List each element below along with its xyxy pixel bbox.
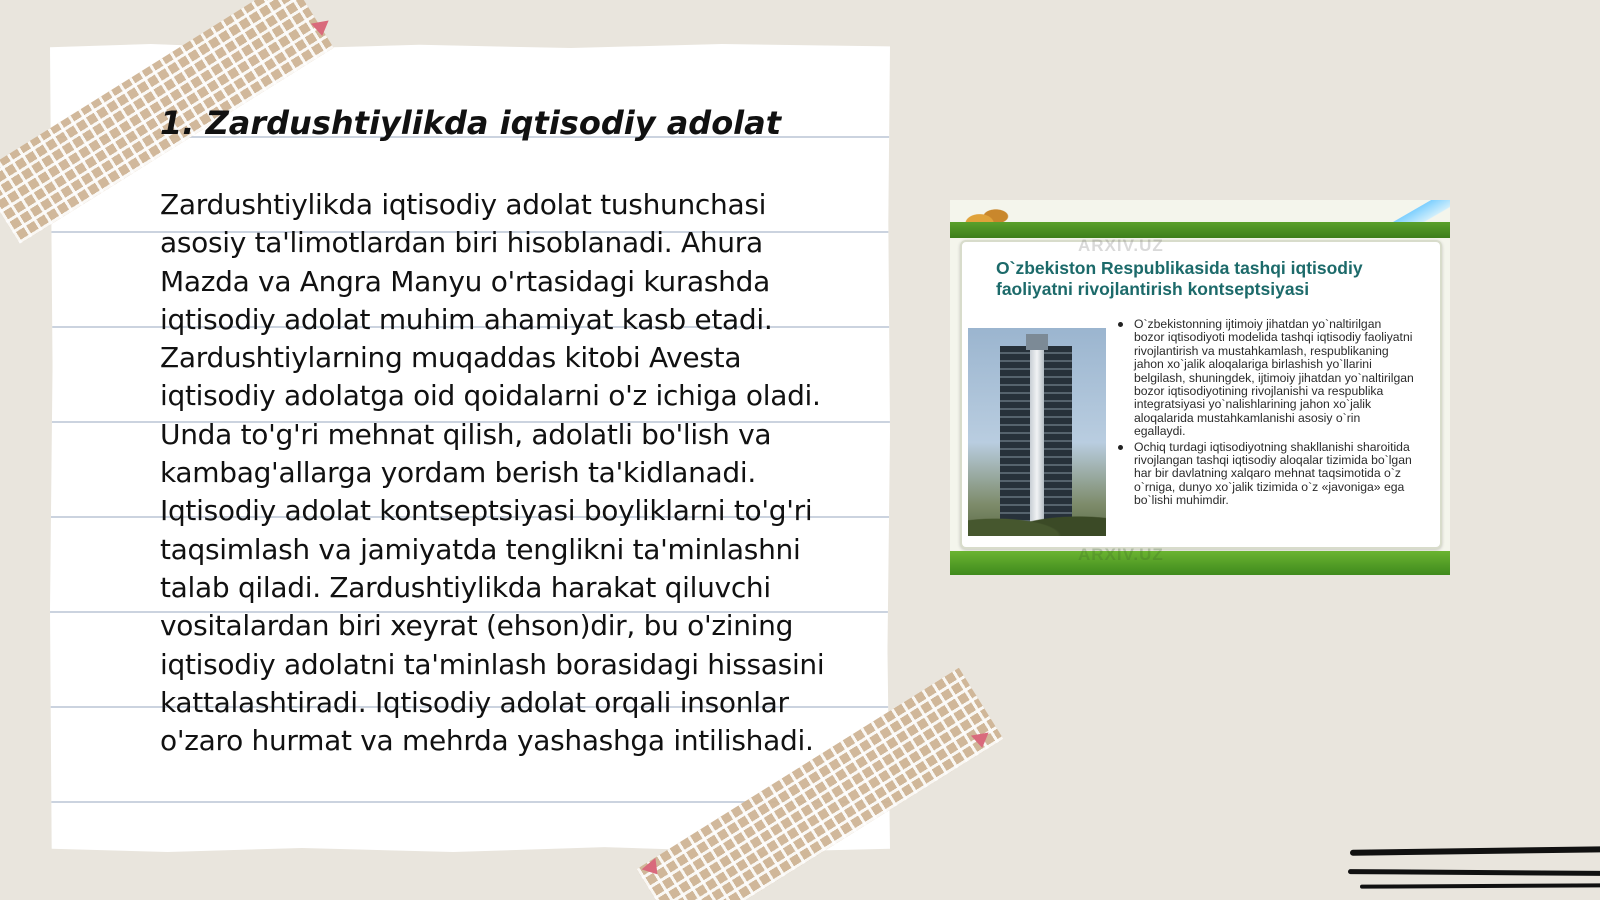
bullet-text: O`zbekistonning ijtimoiy jihatdan yo`naltirilgan bozor iqtisodiyoti modelida tashqi iqtisodiy faoliyatni rivojlantirish va mustahkamlash, respublikaning jahon xo`jalik aloqalariga birlashish yo`llarini belgilash, shuningdek, ijtimoiy jihatdan yo`naltirilgan bozor iqtisodiyotining rivojlanishi va respublika integratsiyasi yo`nalishlarining jahon xo`jalik aloqalarida mustahkamlanishi asosiy o`rin egallaydi.: [1134, 317, 1414, 439]
embedded-slide-image: [950, 200, 1450, 575]
brush-stroke: [1350, 846, 1600, 856]
pin-icon: [311, 21, 331, 38]
inset-bullet-list: [1118, 318, 1414, 510]
bullet-icon: [1118, 445, 1123, 450]
watermark: ARXIV.UZ: [1078, 545, 1164, 564]
office-tower-photo: [968, 328, 1106, 536]
slide-body-text: Zardushtiylikda iqtisodiy adolat tushunchasi asosiy ta'limotlardan biri hisoblanadi. Ahura Mazda va Angra Manyu o'rtasidagi kurashda iqtisodiy adolat muhim ahamiyat kasb etadi. Zardushtiylarning muqaddas kitobi Avesta iqtisodiy adolatga oid qoidalarni o'z ichiga oladi. Unda to'g'ri mehnat qilish, adolatli bo'lish va kambag'allarga yordam berish ta'kidlanadi. Iqtisodiy adolat kontseptsiyasi boyliklarni to'g'ri taqsimlash va jamiyatda tenglikni ta'minlashni talab qiladi. Zardushtiylikda harakat qiluvchi vositalardan biri xeyrat (ehson)dir, bu o'zining iqtisodiy adolatni ta'minlash borasidagi hissasini kattalashtiradi. Iqtisodiy adolat orqali insonlar o'zaro hurmat va mehrda yashashga intilishadi.: [160, 188, 825, 758]
swoosh-decoration: [1390, 200, 1450, 224]
green-footer-bar: [950, 551, 1450, 575]
brush-stroke: [1348, 869, 1600, 876]
watermark: ARXIV.UZ: [1078, 236, 1164, 255]
tree-line: [968, 506, 1106, 536]
tower-cap: [1026, 334, 1048, 350]
brush-stroke: [1360, 883, 1600, 888]
green-header-bar: [950, 222, 1450, 238]
bullet-text: Ochiq turdagi iqtisodiyotning shakllanishi sharoitida rivojlangan tashqi iqtisodiy aloqalar tizimida bo`lgan har bir davlatning xalqaro mehnat taqsimotida o`z o`rniga, dunyo xo`jalik tizimida o`z «javoniga» ega bo`lishi muhimdir.: [1134, 439, 1412, 508]
list-item: [1118, 318, 1414, 439]
inset-title: O`zbekiston Respublikasida tashqi iqtisodiy faoliyatni rivojlantirish kontseptsiyasi: [996, 258, 1363, 299]
list-item: [1118, 441, 1414, 508]
bullet-icon: [1118, 322, 1123, 327]
slide-title: 1. Zardushtiylikda iqtisodiy adolat: [160, 104, 782, 142]
